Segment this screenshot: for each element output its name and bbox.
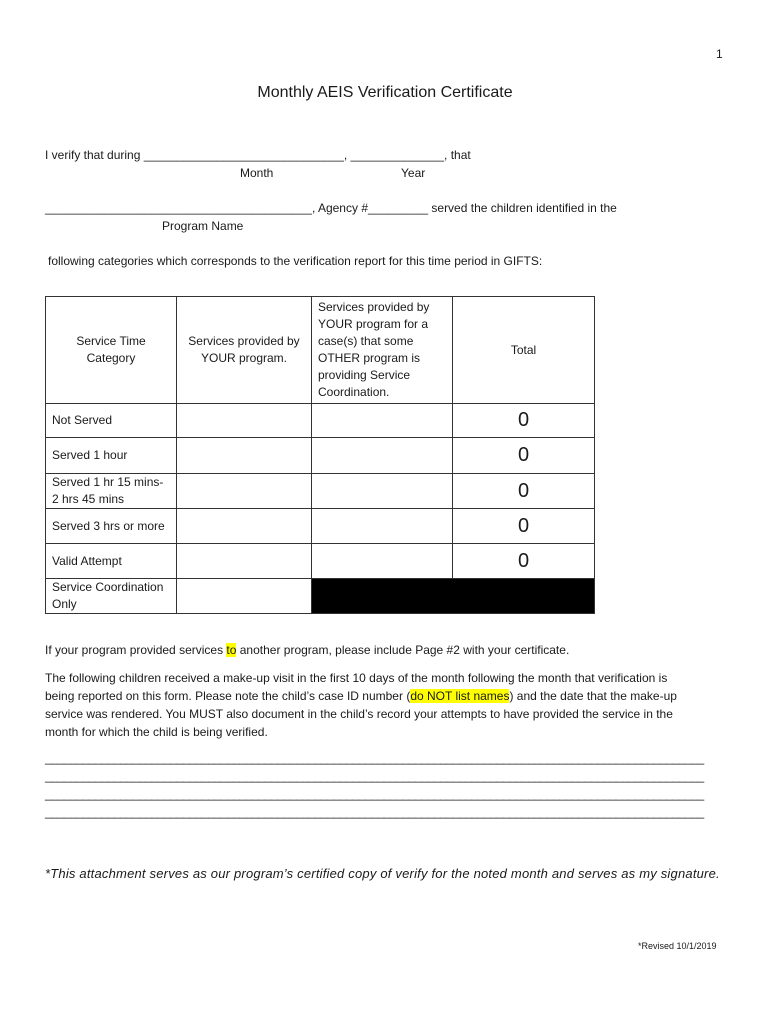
program-name-label: Program Name xyxy=(162,219,244,233)
other-program-cell[interactable] xyxy=(312,509,453,544)
blank-entry-line[interactable]: _________________________________________________________________________________________________________ xyxy=(45,769,704,783)
page2-note-after: another program, please include Page #2 with your certificate. xyxy=(236,643,570,657)
service-table xyxy=(45,296,595,614)
page2-note xyxy=(45,643,569,657)
other-program-cell[interactable] xyxy=(312,544,453,579)
highlighted-phrase: do NOT list names xyxy=(410,689,510,703)
other-program-cell[interactable] xyxy=(312,474,453,509)
table-row xyxy=(46,404,595,438)
your-program-cell[interactable] xyxy=(177,579,312,614)
revised-date: *Revised 10/1/2019 xyxy=(638,941,717,951)
table-row xyxy=(46,474,595,509)
row-category: Served 3 hrs or more xyxy=(46,509,177,544)
row-category: Not Served xyxy=(46,404,177,438)
blank-entry-line[interactable]: _________________________________________________________________________________________________________ xyxy=(45,805,704,819)
blank-entry-line[interactable]: _________________________________________________________________________________________________________ xyxy=(45,787,704,801)
table-row xyxy=(46,438,595,474)
header-other-program: Services provided by YOUR program for a case(s) that some OTHER program is providing Service Coordination. xyxy=(312,297,453,404)
your-program-cell[interactable] xyxy=(177,474,312,509)
verify-period-line: I verify that during ______________________________, ______________, that xyxy=(45,148,471,162)
your-program-cell[interactable] xyxy=(177,404,312,438)
header-total: Total xyxy=(453,297,595,404)
table-header-row xyxy=(46,297,595,404)
page2-note-before: If your program provided services xyxy=(45,643,227,657)
makeup-paragraph xyxy=(45,669,735,741)
total-cell: 0 xyxy=(453,509,595,544)
total-cell: 0 xyxy=(453,474,595,509)
makeup-line: month for which the child is being verified. xyxy=(45,725,268,739)
blocked-cell xyxy=(312,579,595,614)
page-number: 1 xyxy=(716,47,723,61)
year-label: Year xyxy=(401,166,426,180)
makeup-line2-before: being reported on this form. Please note the child’s case ID number ( xyxy=(45,689,411,703)
header-your-program: Services provided by YOUR program. xyxy=(177,297,312,404)
page-title: Monthly AEIS Verification Certificate xyxy=(257,84,513,101)
makeup-line xyxy=(45,687,735,705)
makeup-line: service was rendered. You MUST also document in the child’s record your attempts to have provided the service in the xyxy=(45,707,673,721)
your-program-cell[interactable] xyxy=(177,509,312,544)
makeup-line2-after: ) and the date that the make-up xyxy=(509,689,677,703)
makeup-line: The following children received a make-up visit in the first 10 days of the month following the month that verification is xyxy=(45,671,668,685)
row-category: Served 1 hr 15 mins-2 hrs 45 mins xyxy=(46,474,177,509)
row-category: Served 1 hour xyxy=(46,438,177,474)
other-program-cell[interactable] xyxy=(312,404,453,438)
table-row xyxy=(46,544,595,579)
your-program-cell[interactable] xyxy=(177,438,312,474)
header-service-time-category: Service Time Category xyxy=(46,297,177,404)
your-program-cell[interactable] xyxy=(177,544,312,579)
categories-intro: following categories which corresponds to the verification report for this time period in GIFTS: xyxy=(48,254,543,268)
table-row xyxy=(46,579,595,614)
row-category: Service Coordination Only xyxy=(46,579,177,614)
table-row xyxy=(46,509,595,544)
row-category: Valid Attempt xyxy=(46,544,177,579)
other-program-cell[interactable] xyxy=(312,438,453,474)
month-label: Month xyxy=(240,166,274,180)
total-cell: 0 xyxy=(453,438,595,474)
total-cell: 0 xyxy=(453,544,595,579)
highlighted-word: to xyxy=(226,643,237,657)
attestation-statement: *This attachment serves as our program’s certified copy of verify for the noted month and serves as my signature. xyxy=(45,866,720,881)
total-cell: 0 xyxy=(453,404,595,438)
blank-entry-line[interactable]: _________________________________________________________________________________________________________ xyxy=(45,751,704,765)
agency-line: ________________________________________, Agency #_________ served the children identified in the xyxy=(45,201,617,215)
